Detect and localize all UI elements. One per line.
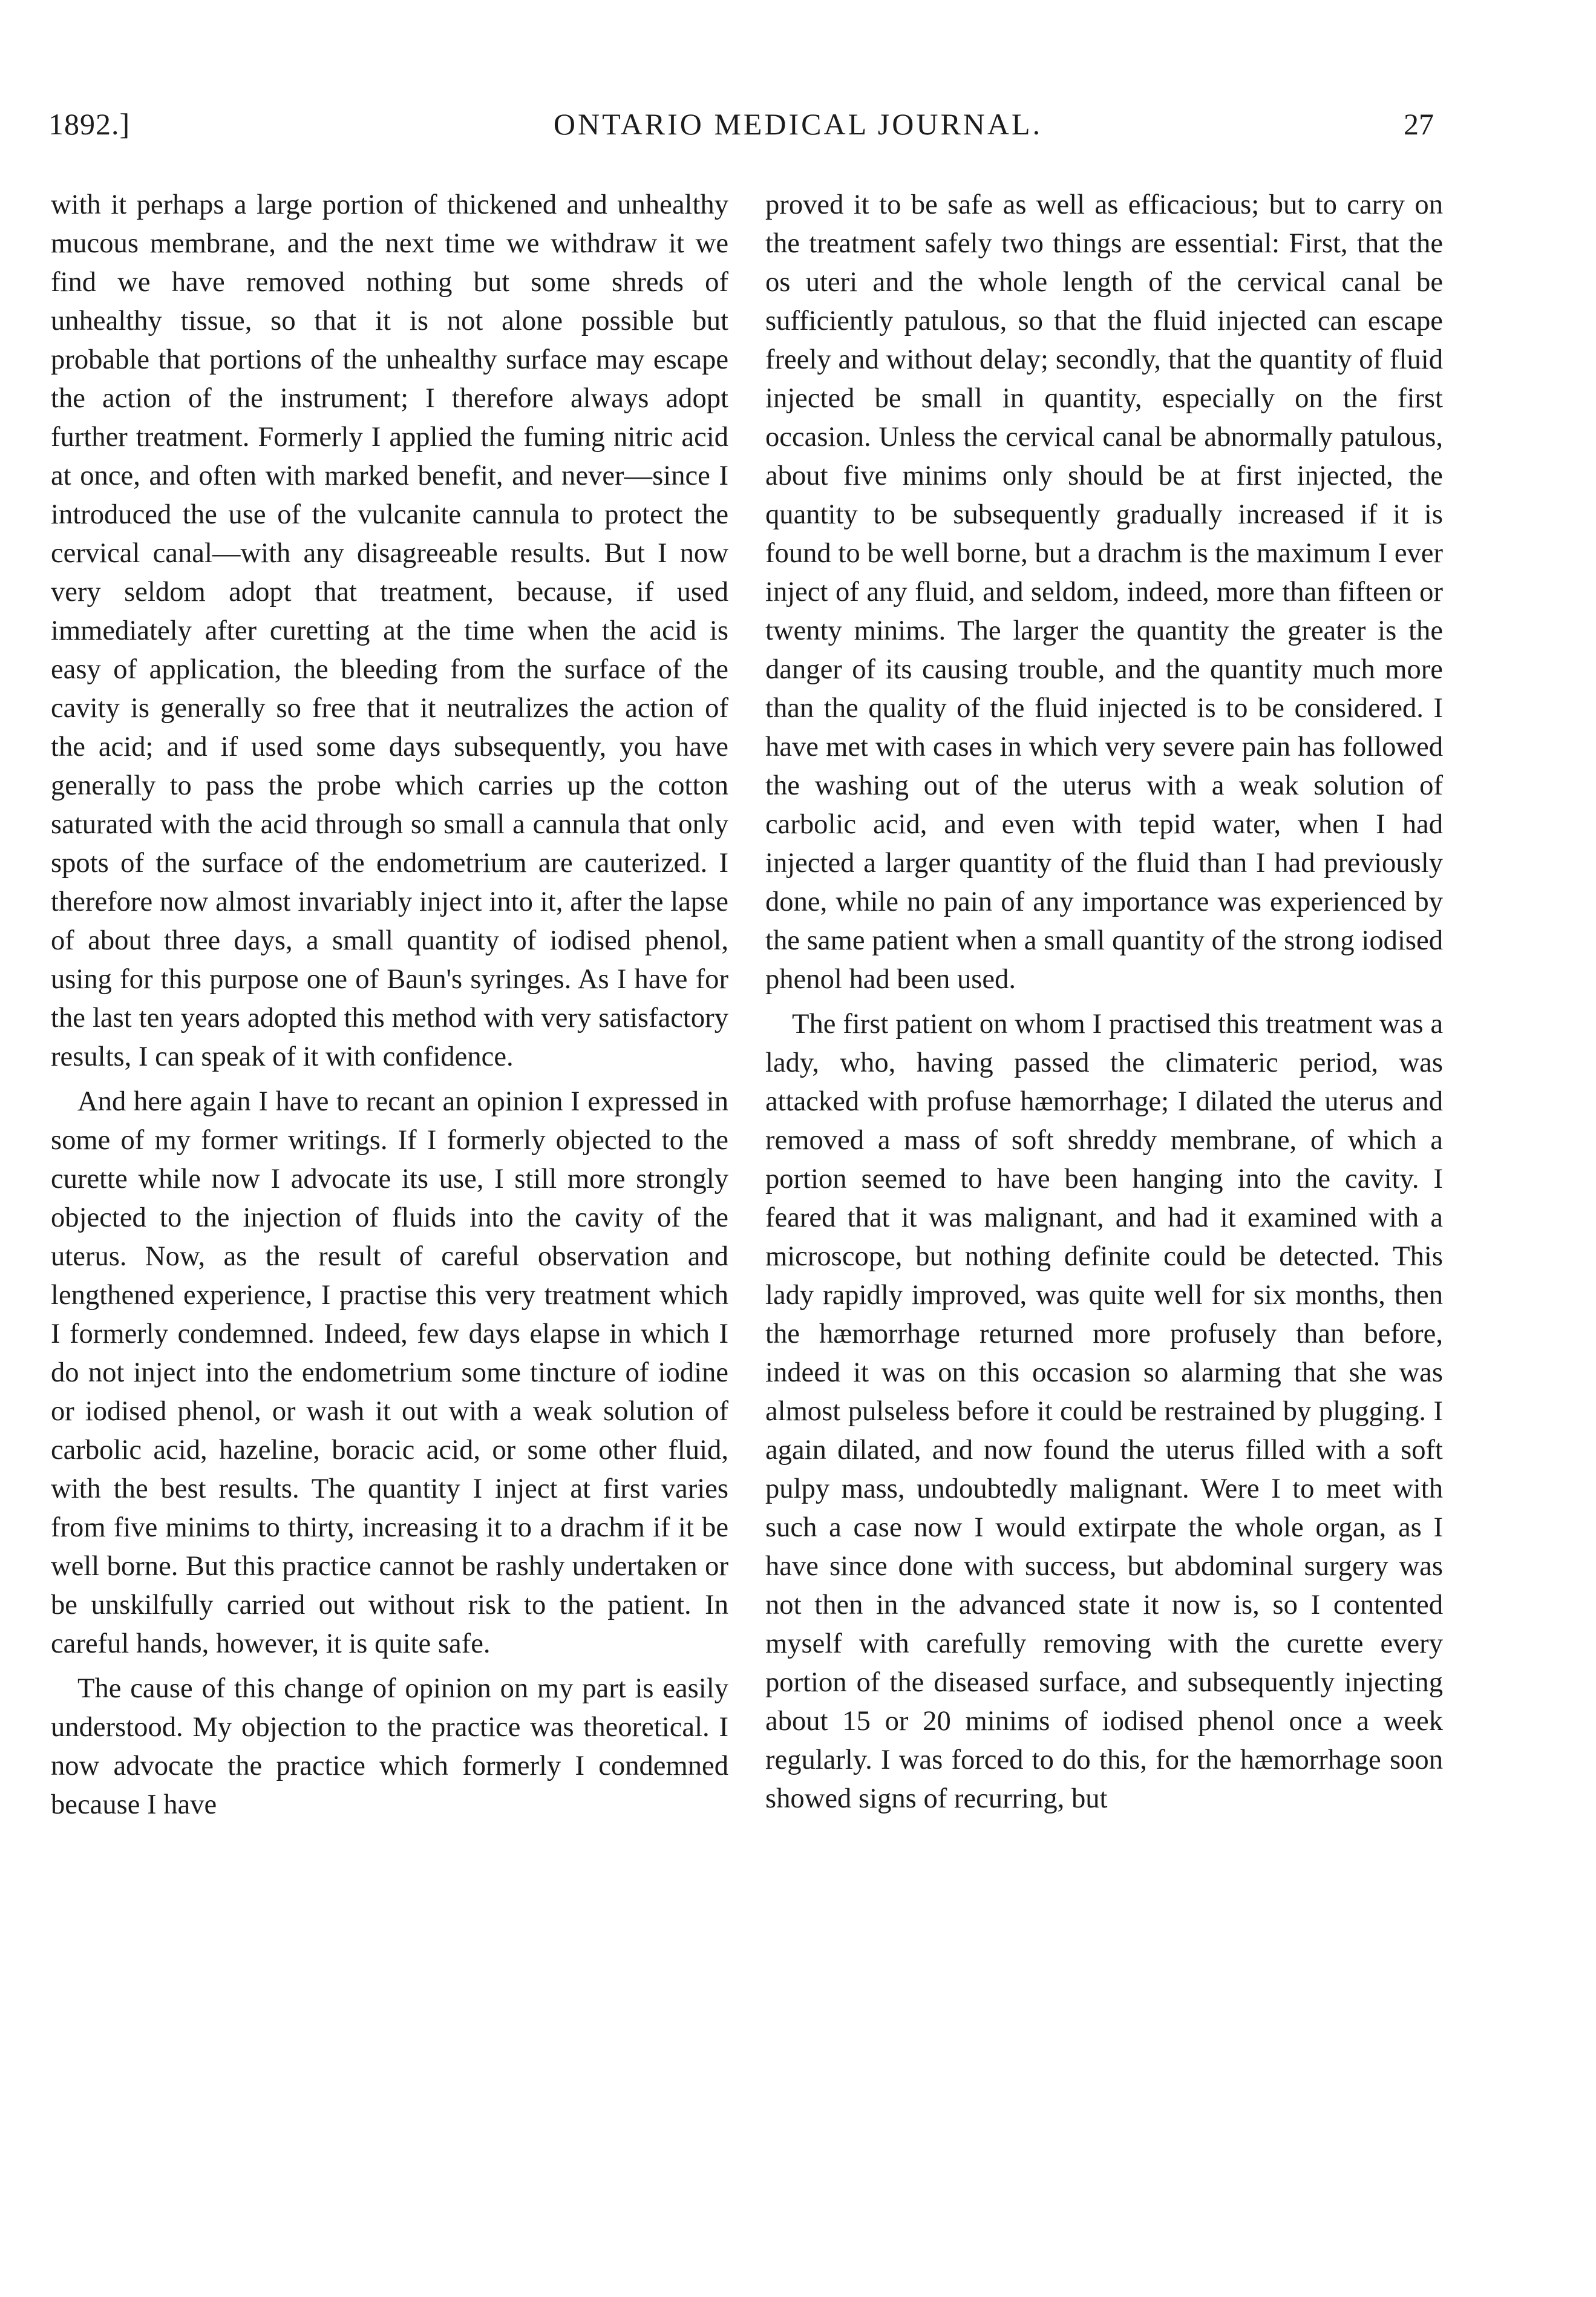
header-year: 1892.] — [48, 107, 131, 141]
page-number: 27 — [1404, 107, 1434, 141]
right-paragraph-1: proved it to be safe as well as efficacious; but to carry on the treatment safely two things are essential: First, that the os uteri and the whole length of the cervical canal be sufficiently patulous, so that the fluid injected can escape freely and without delay; secondly, that the quantity of fluid injected be small in quantity, especially on the first occasion. Unless the cervical canal be abnormally patulous, about five minims only should be at first injected, the quantity to be subsequently gradually increased if it is found to be well borne, but a drachm is the maximum I ever inject of any fluid, and seldom, indeed, more than fifteen or twenty minims. The larger the quantity the greater is the danger of its causing trouble, and the quantity much more than the quality of the fluid injected is to be considered. I have met with cases in which very severe pain has followed the washing out of the uterus with a weak solution of carbolic acid, and even with tepid water, when I had injected a larger quantity of the fluid than I had previously done, while no pain of any importance was experienced by the same patient when a small quantity of the strong iodised phenol had been used. — [765, 189, 1443, 995]
left-paragraph-1: with it perhaps a large portion of thickened and unhealthy mucous membrane, and the next time we withdraw it we find we have removed nothing but some shreds of unhealthy tissue, so that it is not alone possible but probable that portions of the unhealthy surface may escape the action of the instrument; I therefore always adopt further treatment. Formerly I applied the fuming nitric acid at once, and often with marked benefit, and never—since I introduced the use of the vulcanite cannula to protect the cervical canal—with any disagreeable results. But I now very seldom adopt that treatment, because, if used immediately after curetting at the time when the acid is easy of application, the bleeding from the surface of the cavity is generally so free that it neutralizes the action of the acid; and if used some days subsequently, you have generally to pass the probe which carries up the cotton saturated with the acid through so small a cannula that only spots of the surface of the endometrium are cauterized. I therefore now almost invariably inject into it, after the lapse of about three days, a small quantity of iodised phenol, using for this purpose one of Baun's syringes. As I have for the last ten years adopted this method with very satisfactory results, I can speak of it with confidence. — [51, 189, 728, 1072]
left-paragraph-2: And here again I have to recant an opinion I expressed in some of my former writings. If I formerly objected to the curette while now I advocate its use, I still more strongly objected to the injection of fluids into the cavity of the uterus. Now, as the result of careful observation and lengthened experience, I practise this very treatment which I formerly condemned. Indeed, few days elapse in which I do not inject into the endometrium some tincture of iodine or iodised phenol, or wash it out with a weak solution of carbolic acid, hazeline, boracic acid, or some other fluid, with the best results. The quantity I inject at first varies from five minims to thirty, increasing it to a drachm if it be well borne. But this practice cannot be rashly undertaken or be unskilfully carried out without risk to the patient. In careful hands, however, it is quite safe. — [51, 1086, 728, 1659]
right-paragraph-2: The first patient on whom I practised this treatment was a lady, who, having passed the climateric period, was attacked with profuse hæmorrhage; I dilated the uterus and removed a mass of soft shreddy membrane, of which a portion seemed to have been hanging into the cavity. I feared that it was malignant, and had it examined with a microscope, but nothing definite could be detected. This lady rapidly improved, was quite well for six months, then the hæmorrhage returned more profusely than before, indeed it was on this occasion so alarming that she was almost pulseless before it could be restrained by plugging. I again dilated, and now found the uterus filled with a soft pulpy mass, undoubtedly malignant. Were I to meet with such a case now I would extirpate the whole organ, as I have since done with success, but abdominal surgery was not then in the advanced state it now is, so I contented myself with carefully removing with the curette every portion of the diseased surface, and subsequently injecting about 15 or 20 minims of iodised phenol once a week regularly. I was forced to do this, for the hæmorrhage soon showed signs of recurring, but — [765, 1008, 1443, 1814]
left-paragraph-3: The cause of this change of opinion on my part is easily understood. My objection to the practice was theoretical. I now advocate the practice which formerly I condemned because I have — [51, 1673, 728, 1820]
journal-title: ONTARIO MEDICAL JOURNAL. — [553, 107, 1043, 141]
left-column — [51, 185, 728, 1824]
running-header — [0, 106, 1596, 149]
right-column — [765, 185, 1443, 1818]
